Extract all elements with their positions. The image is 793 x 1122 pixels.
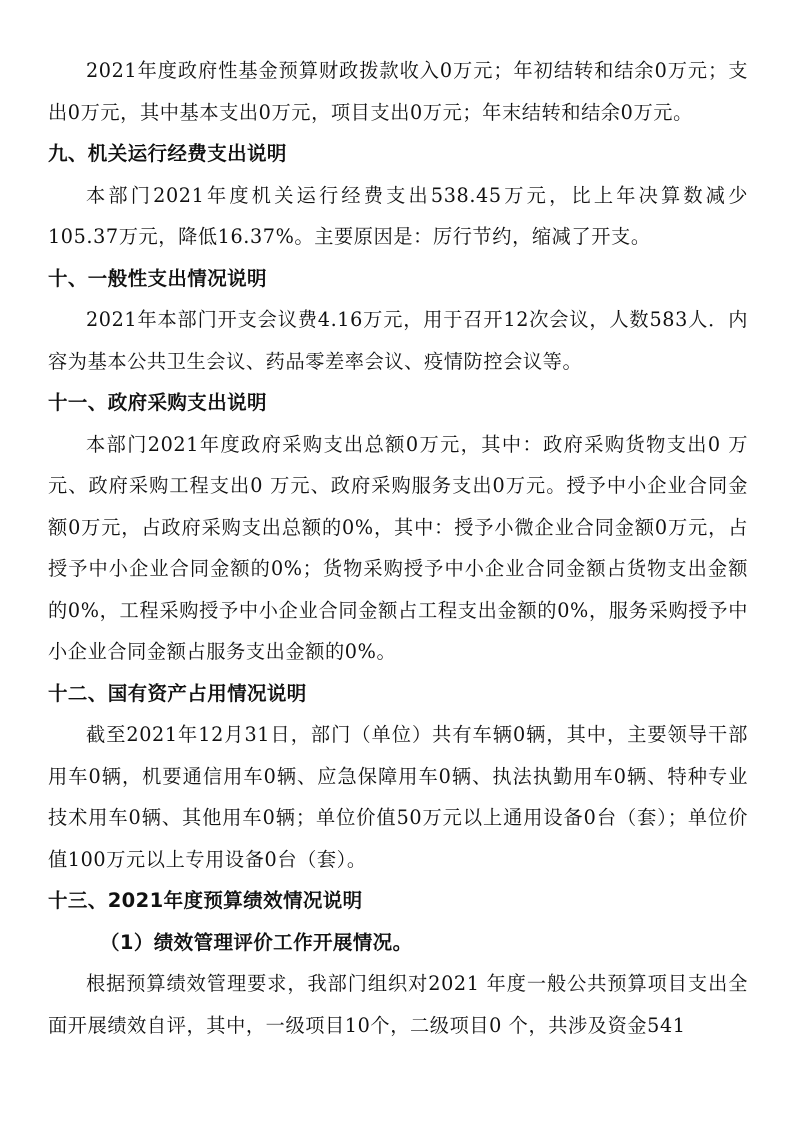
subsection-heading-13-1: （1）绩效管理评价工作开展情况。 — [100, 930, 413, 954]
paragraph-fund-budget: 2021年度政府性基金预算财政拨款收入0万元；年初结转和结余0万元；支出0万元，其中基本支出0万元，项目支出0万元；年末结转和结余0万元。 — [48, 59, 748, 124]
section-heading-11: 十一、政府采购支出说明 — [48, 391, 267, 414]
paragraph-state-assets: 截至2021年12月31日，部门（单位）共有车辆0辆，其中，主要领导干部用车0辆，机要通信用车0辆、应急保障用车0辆、执法执勤用车0辆、特种专业技术用车0辆、其他用车0辆；单位价值50万元以上通用设备0台（套）；单位价值100万元以上专用设备0台（套）。 — [48, 723, 748, 871]
paragraph-performance-evaluation: 根据预算绩效管理要求，我部门组织对2021 年度一般公共预算项目支出全面开展绩效自评，其中，一级项目10个，二级项目0 个，共涉及资金541 — [48, 972, 748, 1037]
document-page — [48, 50, 748, 1046]
section-heading-13: 十三、2021年度预算绩效情况说明 — [48, 889, 363, 912]
section-heading-10: 十、一般性支出情况说明 — [48, 266, 267, 290]
section-heading-12: 十二、国有资产占用情况说明 — [48, 681, 307, 705]
paragraph-general-expenses: 2021年本部门开支会议费4.16万元，用于召开12次会议，人数583人．内容为基本公共卫生会议、药品零差率会议、疫情防控会议等。 — [48, 308, 748, 373]
paragraph-operating-expenses: 本部门2021年度机关运行经费支出538.45万元，比上年决算数减少105.37万元，降低16.37%。主要原因是：厉行节约，缩减了开支。 — [48, 183, 748, 248]
section-heading-9: 九、机关运行经费支出说明 — [48, 142, 287, 165]
paragraph-procurement: 本部门2021年度政府采购支出总额0万元，其中：政府采购货物支出0 万元、政府采购工程支出0 万元、政府采购服务支出0万元。授予中小企业合同金额0万元，占政府采购支出总额的0%，其中：授予小微企业合同金额0万元，占授予中小企业合同金额的0%；货物采购授予中小企业合同金额占货物支出金额的0%，工程采购授予中小企业合同金额占工程支出金额的0%，服务采购授予中小企业合同金额占服务支出金额的0%。 — [48, 432, 748, 663]
